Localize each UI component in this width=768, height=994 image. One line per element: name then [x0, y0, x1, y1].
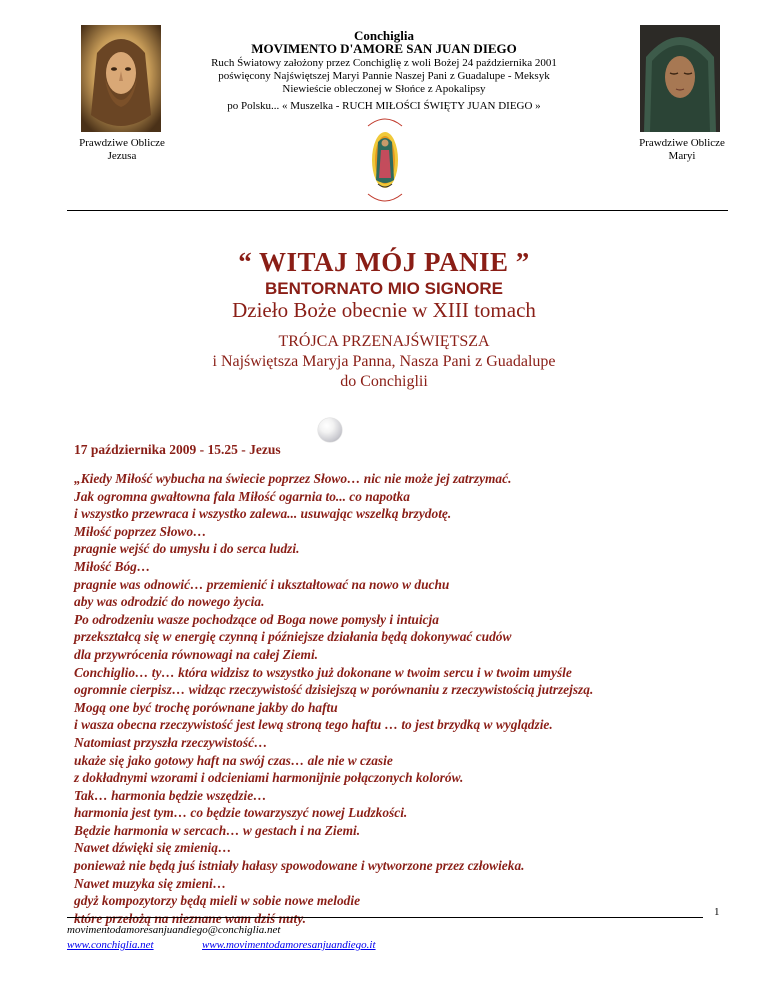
header-divider	[67, 210, 728, 211]
caption-line: Jezusa	[107, 150, 137, 162]
header-description-line: Ruch Światowy założony przez Conchiglię z woli Bożej 24 października 2001	[211, 57, 557, 69]
message-line: z dokładnymi wzorami i odcieniami harmonijnie połączonych kolorów.	[74, 770, 464, 786]
jesus-portrait-image	[81, 25, 161, 132]
message-body	[74, 470, 734, 927]
caption-line: Prawdziwe Oblicze	[639, 137, 725, 149]
guadalupe-emblem-logo	[364, 110, 406, 210]
message-line: pragnie wejść do umysłu i do serca ludzi.	[74, 541, 300, 557]
trinity-line: do Conchiglii	[340, 373, 428, 390]
message-line: ukaże się jako gotowy haft na swój czas… ale nie w czasie	[74, 752, 393, 768]
message-line: Tak… harmonia będzie wszędzie…	[74, 787, 267, 803]
message-line: dla przywrócenia równowagi na całej Ziemi.	[74, 646, 319, 662]
header-polish-subtitle: po Polsku... « Muszelka - RUCH MIŁOŚCI ŚWIĘTY JUAN DIEGO »	[227, 100, 541, 112]
message-line: które przełożą na nieznane wam dziś nuty.	[74, 910, 307, 926]
message-line: Mogą one być trochę porównane jakby do haftu	[74, 699, 338, 715]
footer-divider	[67, 917, 703, 918]
message-line: Conchiglio… ty… która widzisz to wszystko już dokonane w twoim sercu i w twoim umyśle	[74, 664, 572, 680]
message-line: i wszystko przewraca i wszystko zalewa... usuwając wszelką brzydotę.	[74, 506, 452, 522]
message-line: Miłość Bóg…	[74, 558, 151, 574]
message-line: „Kiedy Miłość wybucha na świecie poprzez Słowo… nic nie może jej zatrzymać.	[74, 471, 512, 486]
caption-line: Prawdziwe Oblicze	[79, 137, 165, 149]
message-line: Miłość poprzez Słowo…	[74, 523, 207, 539]
header-line-movement-name: MOVIMENTO D'AMORE SAN JUAN DIEGO	[251, 41, 517, 56]
message-line: Będzie harmonia w sercach… w gestach i na Ziemi.	[74, 822, 361, 838]
trinity-line: TRÓJCA PRZENAJŚWIĘTSZA	[278, 333, 490, 350]
message-line: Jak ogromna gwałtowna fala Miłość ogarnia to... co napotka	[74, 488, 410, 504]
jesus-portrait-caption	[67, 137, 177, 163]
message-line: harmonia jest tym… co będzie towarzyszyć nowej Ludzkości.	[74, 805, 408, 821]
footer-email: movimentodamoresanjuandiego@conchiglia.net	[67, 924, 281, 936]
page-number: 1	[714, 906, 720, 918]
message-line: Po odrodzeniu wasze pochodzące od Boga nowe pomysły i intuicja	[74, 611, 439, 627]
trinity-line: i Najświętsza Maryja Panna, Nasza Pani z Guadalupe	[212, 353, 556, 370]
mary-portrait-caption	[627, 137, 737, 163]
work-description: Dzieło Boże obecnie w XIII tomach	[232, 298, 536, 322]
message-line: aby was odrodzić do nowego życia.	[74, 594, 265, 610]
message-line: przekształcą się w energię czynną i późniejsze działania będą dokonywać cudów	[74, 629, 512, 645]
message-date-heading: 17 października 2009 - 15.25 - Jezus	[74, 442, 281, 457]
footer-link-conchiglia[interactable]: www.conchiglia.net	[67, 939, 154, 951]
page-title: “ WITAJ MÓJ PANIE ”	[238, 247, 530, 277]
message-line: ponieważ nie będą juś istniały hałasy spowodowane i wytworzone przez człowieka.	[74, 858, 525, 874]
message-line: pragnie was odnowić… przemienić i ukształtować na nowo w duchu	[74, 576, 450, 592]
page-subtitle: BENTORNATO MIO SIGNORE	[264, 279, 504, 298]
footer-link-movimento[interactable]: www.movimentodamoresanjuandiego.it	[202, 939, 376, 951]
message-line: Nawet dźwięki się zmienią…	[74, 840, 232, 856]
message-line: Nawet muzyka się zmieni…	[74, 875, 227, 891]
pearl-icon	[318, 418, 342, 442]
mary-portrait-image	[640, 25, 720, 132]
header-line-conchiglia: Conchiglia	[354, 28, 414, 43]
message-line: ogromnie cierpisz… widząc rzeczywistość dzisiejszą w porównaniu z rzeczywistością jutrzejszą.	[74, 682, 594, 698]
caption-line: Maryi	[668, 150, 696, 162]
message-line: gdyż kompozytorzy będą mieli w sobie nowe melodie	[74, 893, 361, 909]
message-line: Natomiast przyszła rzeczywistość…	[74, 734, 268, 750]
message-line: i wasza obecna rzeczywistość jest lewą stroną tego haftu … to jest brzydką w wyglądzie.	[74, 717, 553, 733]
header-description-line: poświęcony Najświętszej Maryi Pannie Naszej Pani z Guadalupe - Meksyk	[218, 70, 550, 82]
header-description-line: Niewieście obleczonej w Słońce z Apokalipsy	[282, 83, 486, 95]
